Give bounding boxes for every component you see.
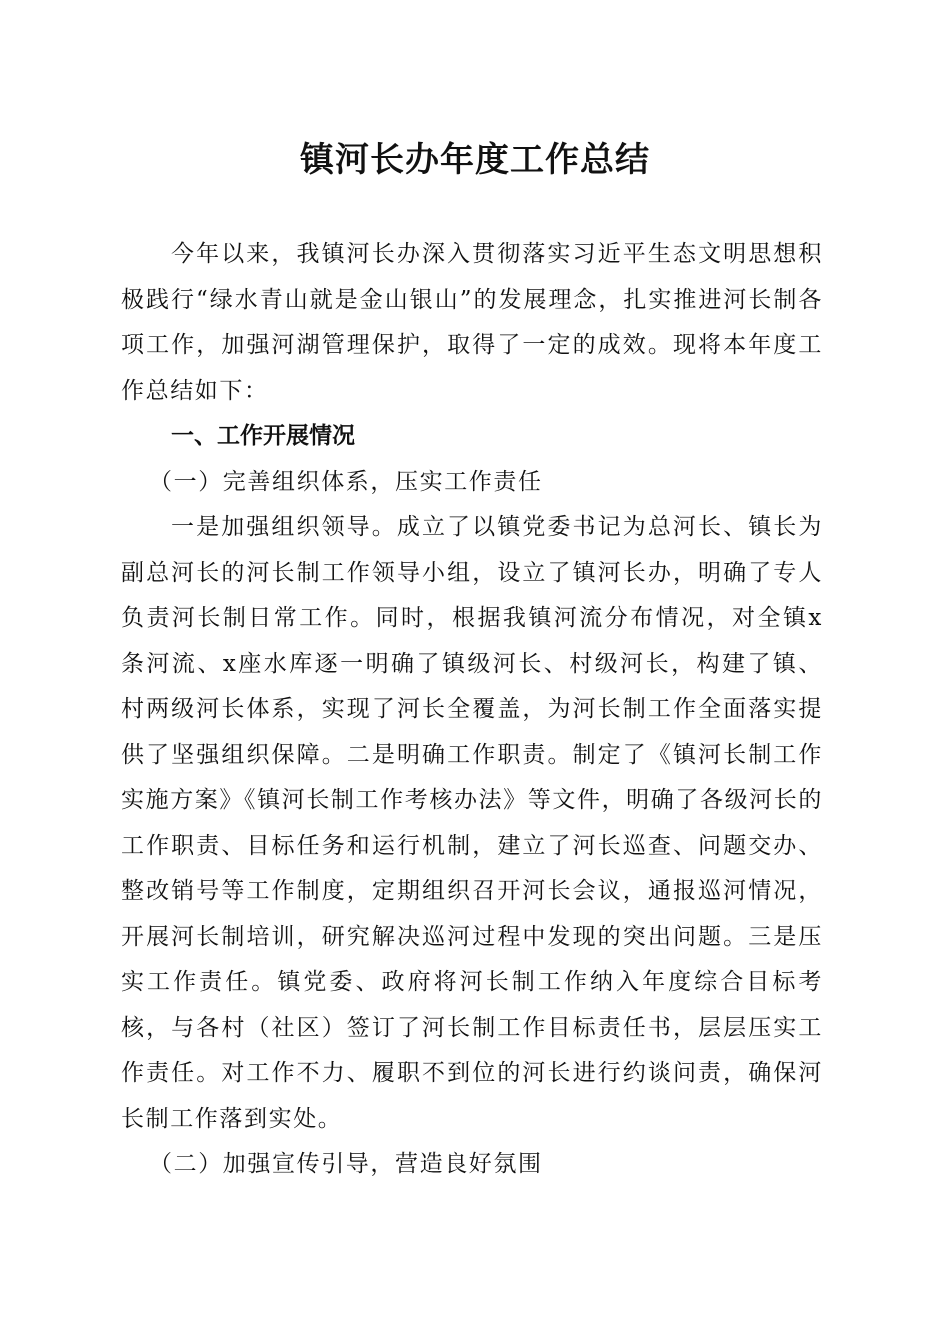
intro-paragraph: 今年以来，我镇河长办深入贯彻落实习近平生态文明思想积极践行“绿水青山就是金山银山”的发展理念，扎实推进河长制各项工作，加强河湖管理保护，取得了一定的成效。现将本年度工作总结如下： [121,241,823,404]
subsection-heading-organization: （一）完善组织体系，压实工作责任 [149,468,543,495]
section-heading-work-status: 一、工作开展情况 [171,423,355,449]
document-title: 镇河长办年度工作总结 [300,140,650,180]
document-body [121,232,823,1188]
subsection-organization-paragraph: 一是加强组织领导。成立了以镇党委书记为总河长、镇长为副总河长的河长制工作领导小组，设立了镇河长办，明确了专人负责河长制日常工作。同时，根据我镇河流分布情况，对全镇x条河流、x座水库逐一明确了镇级河长、村级河长，构建了镇、村两级河长体系，实现了河长全覆盖，为河长制工作全面落实提供了坚强组织保障。二是明确工作职责。制定了《镇河长制工作实施方案》《镇河长制工作考核办法》等文件，明确了各级河长的工作职责、目标任务和运行机制，建立了河长巡查、问题交办、整改销号等工作制度，定期组织召开河长会议，通报巡河情况，开展河长制培训，研究解决巡河过程中发现的突出问题。三是压实工作责任。镇党委、政府将河长制工作纳入年度综合目标考核，与各村（社区）签订了河长制工作目标责任书，层层压实工作责任。对工作不力、履职不到位的河长进行约谈问责，确保河长制工作落到实处。 [121,514,823,1132]
subsection-heading-publicity: （二）加强宣传引导，营造良好氛围 [149,1151,543,1177]
